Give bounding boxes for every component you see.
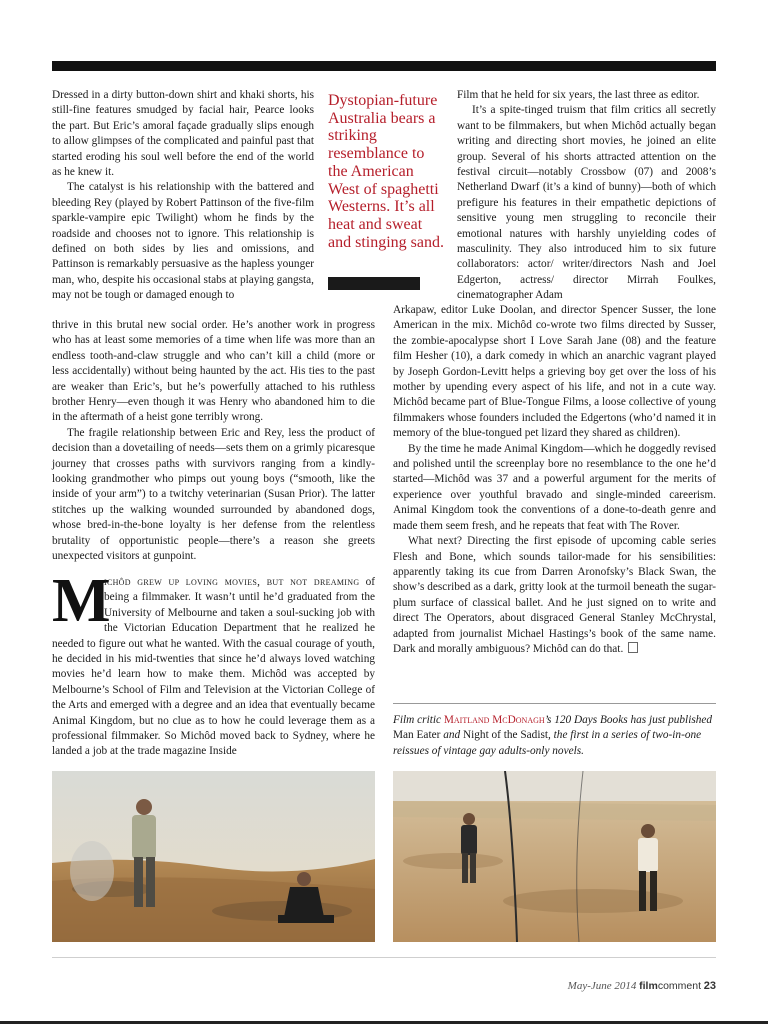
- top-rule: [52, 61, 716, 71]
- drop-cap-spacer: [52, 575, 104, 633]
- paragraph: It’s a spite-tinged truism that film critics all secretly want to be filmmakers, but when Michôd actually began writing and directing short movies, he joined an elite group. Several of his shorts attracted attention on the festival circuit—notably Crossbow (07) and 2008’s Netherland Dwarf (it’s a kind of bunny)—both of which prefigure his features in their empathetic depictions of sensitive young men struggling to reconcile their emotional natures with harshly unyielding codes of masculinity. They also introduced him to six future collaborators: actor/ writer/directors Nash and Joel Edgerton, actress/ director Mirrah Foulkes, cinematographer Adam: [457, 104, 716, 302]
- paragraph: The fragile relationship between Eric and Rey, less the product of decision than a dovetailing of needs—sets them on a grimly picaresque journey that crosses paths with survivors ranging from a kindly-looking grandmother who pimps out young boys (“smooth, like the inside of your arm”) to a twitchy veterinarian (Susan Prior). The latter stitches up the walking wounded surrounded by abandoned dogs, whose bred-in-the-bone loyalty is her defense from the relentless brutality of opportunistic people—there’s a reason she greets unexpected visitors at gunpoint.: [52, 426, 375, 563]
- film-still-right: [393, 771, 716, 942]
- pull-quote: Dystopian-future Australia bears a striking resemblance to the American West of spaghetti Westerns. It’s all heat and sweat and stinging sand.: [328, 92, 444, 251]
- bio-text: ’s 120 Days Books has just published: [544, 714, 713, 726]
- book-title: Man Eater: [393, 729, 441, 742]
- page-footer: [568, 980, 716, 992]
- section-2-body: of being a filmmaker. It wasn’t until he’d graduated from the University of Melbourne and taken a soul-sucking job with the Victorian Education Department that he realized he needed to figure out what he wanted. With the casual courage of youth, he decided in his mid-twenties that since he’d always loved watching movies he’d learn how to make them. Michôd was accepted by Melbourne’s School of Film and Television at the Victorian College of the Arts and emerged with a degree and an idea that eventually became Animal Kingdom, but no clue as to how he could leverage them as a professional filmmaker. So Michôd moved back to Sydney, where he landed a job at the trade magazine Inside: [52, 576, 375, 758]
- issue-date: May-June 2014: [567, 980, 637, 992]
- end-mark-icon: [628, 642, 638, 653]
- paragraph: Film that he held for six years, the last three as editor.: [457, 89, 700, 101]
- film-still-left: [52, 771, 375, 942]
- author-name: Maitland McDonagh: [443, 714, 545, 726]
- paragraph: thrive in this brutal new social order. He’s another work in progress who has at least some memories of a time when life was more than an endless tooth-and-claw struggle and who can’t kill a child (more or less accidentally) without being haunted by the act. His ties to the past are weaker than Eric’s, but he’s powerfully attached to his ruthless brother Henry—even though it was Henry who abandoned him to die in the aftermath of a heist gone terribly wrong.: [52, 319, 375, 424]
- section-2: [52, 567, 375, 760]
- bio-lead: Film critic: [393, 714, 444, 726]
- magazine-brand: [639, 980, 701, 992]
- small-caps-lead: ichôd grew up loving movies, but not dreaming: [104, 576, 360, 588]
- column-3-top: [457, 88, 716, 304]
- drop-cap: M: [52, 567, 111, 635]
- author-bio: [393, 713, 716, 759]
- final-paragraph-text: What next? Directing the first episode of upcoming cable series Flesh and Bone, which sounds tailor-made for his sensibilities: apparently taking its cue from Darren Aronofsky’s Black Swan, the show’s described as a dark, gritty look at the turmoil beneath the sugar-plum surface of classical ballet. And he just signed on to write and direct The Operators, about disgraced General Stanley McChrystal, adapted from journalist Michael Hastings’s book of the same name. Dark and morally ambiguous? Michôd can do that.: [393, 535, 716, 655]
- book-title: Night of the Sadist: [462, 729, 549, 742]
- column-1-wide: [52, 318, 375, 565]
- bio-and: and: [440, 729, 463, 742]
- page-number: 23: [703, 980, 716, 992]
- film-still-left-image: [52, 771, 375, 942]
- column-3-wide: [393, 303, 716, 657]
- footer-rule: [52, 957, 716, 958]
- bio-rule: [393, 703, 716, 704]
- paragraph: Dressed in a dirty button-down shirt and khaki shorts, his still-fine features smudged by facial hair, Pearce looks the part. But Eric’s amoral façade gradually slips enough to allow glimpses of the complicated and painful past that started eroding his soul well before the end of the world as he knew it.: [52, 89, 314, 179]
- paragraph: By the time he made Animal Kingdom—which he doggedly revised and polished until the screenplay bore no resemblance to the one he’d started—Michôd was 37 and a powerful argument for the merits of experience over youthful bravado and single-minded careerism. Animal Kingdom took the conventions of a done-to-death genre and made them seem fresh, and he repeats that feat with The Rover.: [393, 442, 716, 532]
- brand-rest: comment: [657, 980, 701, 992]
- column-1-top: [52, 88, 314, 304]
- paragraph: The catalyst is his relationship with the battered and bleeding Rey (played by Robert Pattinson of the five-film sparkle-vampire epic Twilight) whom he finds by the roadside and chooses not to ignore. This relationship is defined on both sides by lies and omissions, and Pattinson is remarkably persuasive as the hapless younger man, who, despite his occasional stabs at playing gangsta, may not be tough or damaged enough to: [52, 181, 314, 302]
- paragraph: [393, 534, 716, 657]
- pull-quote-bar: [328, 277, 420, 290]
- bio-text: , the first in a series of two-in-one reissues of vintage gay adults-only novels.: [393, 729, 702, 757]
- film-still-right-image: [393, 771, 716, 942]
- paragraph: Arkapaw, editor Luke Doolan, and director Spencer Susser, the lone American in the mix. Michôd co-wrote two films directed by Susser, the zombie-apocalypse short I Love Sarah Jane (08) and the feature film Hesher (10), a dark comedy in which an anarchic vagrant played by Joseph Gordon-Levitt helps a grieving boy get over the loss of his mother by upending every aspect of his life, and not in a cute way. Michôd became part of Blue-Tongue Films, a loose collective of young filmmakers whose founders included the Edgertons (who’d named it in memory of the blue-tongued pet lizard they shared as children).: [393, 304, 716, 440]
- brand-bold: film: [639, 980, 658, 992]
